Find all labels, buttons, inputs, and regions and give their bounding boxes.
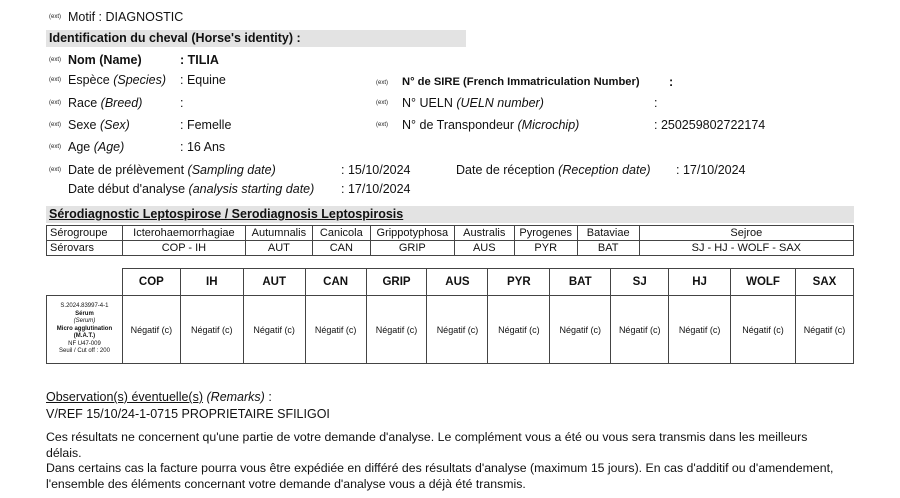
results-header-row (47, 269, 854, 296)
identification-title: Identification du cheval (Horse's identity) : (49, 31, 301, 45)
serovar-cell: AUT (245, 241, 312, 256)
result-value: Négatif (c) (669, 296, 731, 364)
nom-value: : TILIA (180, 53, 219, 67)
serodiagnostic-title: Sérodiagnostic Leptospirose / Serodiagnosis Leptospirosis (49, 207, 404, 221)
results-table (46, 268, 854, 364)
serovar-cell: AUS (454, 241, 514, 256)
sample-method-abbr: (M.A.T.) (73, 333, 96, 340)
results-header: HJ (669, 269, 731, 296)
results-header: COP (122, 269, 180, 296)
serovar-cell: BAT (577, 241, 639, 256)
ext-tag: (ext) (49, 100, 61, 106)
ext-tag: (ext) (49, 14, 61, 20)
ext-tag: (ext) (49, 57, 61, 63)
serovar-cell: COP - IH (122, 241, 245, 256)
serogroup-row (47, 226, 854, 241)
sample-norm: NF U47-009 (68, 340, 101, 347)
espece-label: Espèce (Species) (68, 73, 166, 87)
nom-label: Nom (Name) (68, 53, 142, 67)
results-header: SJ (611, 269, 669, 296)
ext-tag: (ext) (49, 144, 61, 150)
sexe-label: Sexe (Sex) (68, 118, 130, 132)
serogroup-table (46, 225, 854, 256)
results-header: WOLF (731, 269, 796, 296)
serovar-cell: CAN (312, 241, 370, 256)
results-header: PYR (488, 269, 550, 296)
result-value: Négatif (c) (550, 296, 611, 364)
serovar-header: Sérovars (47, 241, 123, 256)
serogroup-cell: Australis (454, 226, 514, 241)
result-value: Négatif (c) (243, 296, 305, 364)
motif: Motif : DIAGNOSTIC (68, 10, 184, 24)
result-value: Négatif (c) (180, 296, 243, 364)
results-header: BAT (550, 269, 611, 296)
result-value: Négatif (c) (731, 296, 796, 364)
observation-paragraph-2: Dans certains cas la facture pourra vous être expédiée en différé des résultats d'analyse (maximum 15 jours). En cas d'additif ou d'amendement, l'ensemble des éléments concernant votre demande d'analyse vous a déjà été transmis. (46, 461, 834, 491)
results-value-row (47, 296, 854, 364)
prelevement-value: : 15/10/2024 (341, 163, 411, 177)
serogroup-cell: Sejroe (639, 226, 853, 241)
race-label: Race (Breed) (68, 96, 143, 110)
sample-type: Sérum (75, 310, 94, 317)
result-value: Négatif (c) (488, 296, 550, 364)
result-value: Négatif (c) (795, 296, 853, 364)
reception-label: Date de réception (Reception date) (456, 163, 651, 177)
results-header: SAX (795, 269, 853, 296)
sample-id: S.2024.83997-4-1 (60, 303, 109, 310)
sample-info-cell (47, 296, 123, 364)
results-header: CAN (305, 269, 366, 296)
sample-method: Micro agglutination (56, 325, 113, 332)
observation-vref: V/REF 15/10/24-1-0715 PROPRIETAIRE SFILIGOI (46, 407, 330, 421)
result-value: Négatif (c) (122, 296, 180, 364)
debut-analyse-value: : 17/10/2024 (341, 182, 411, 196)
prelevement-label: Date de prélèvement (Sampling date) (68, 163, 276, 177)
results-header: IH (180, 269, 243, 296)
sire-value: : (669, 75, 674, 89)
sample-type-en: (Serum) (73, 318, 96, 325)
result-value: Négatif (c) (366, 296, 427, 364)
observation-paragraph-1: Ces résultats ne concernent qu'une partie de votre demande d'analyse. Le complément vous a été ou vous sera transmis dans les meilleurs délais. (46, 430, 808, 460)
sire-label: N° de SIRE (French Immatriculation Number) (402, 76, 640, 88)
serogroup-cell: Bataviae (577, 226, 639, 241)
ueln-label: N° UELN (UELN number) (402, 96, 544, 110)
serovar-row (47, 241, 854, 256)
age-value: : 16 Ans (180, 140, 226, 154)
race-value: : (180, 96, 184, 110)
ext-tag: (ext) (376, 80, 388, 86)
results-corner (47, 269, 123, 296)
reception-value: : 17/10/2024 (676, 163, 746, 177)
espece-value: : Equine (180, 73, 226, 87)
transpondeur-value: : 250259802722174 (654, 118, 766, 132)
debut-analyse-label: Date début d'analyse (analysis starting date) (68, 182, 315, 196)
serogroup-header: Sérogroupe (47, 226, 123, 241)
serovar-cell: SJ - HJ - WOLF - SAX (639, 241, 853, 256)
results-header: AUS (427, 269, 488, 296)
sample-cutoff: Seuil / Cut off : 200 (58, 348, 110, 355)
results-header: AUT (243, 269, 305, 296)
ext-tag: (ext) (376, 122, 388, 128)
serogroup-cell: Pyrogenes (514, 226, 577, 241)
transpondeur-label: N° de Transpondeur (Microchip) (402, 118, 580, 132)
serogroup-cell: Autumnalis (245, 226, 312, 241)
observation-label: Observation(s) éventuelle(s) (Remarks) : (46, 390, 272, 404)
result-value: Négatif (c) (427, 296, 488, 364)
ext-tag: (ext) (49, 167, 61, 173)
serovar-cell: GRIP (370, 241, 454, 256)
result-value: Négatif (c) (305, 296, 366, 364)
ext-tag: (ext) (49, 77, 61, 83)
serogroup-cell: Canicola (312, 226, 370, 241)
ext-tag: (ext) (49, 122, 61, 128)
ext-tag: (ext) (376, 100, 388, 106)
serogroup-cell: Icterohaemorrhagiae (122, 226, 245, 241)
serovar-cell: PYR (514, 241, 577, 256)
results-header: GRIP (366, 269, 427, 296)
ueln-value: : (654, 96, 658, 110)
result-value: Négatif (c) (611, 296, 669, 364)
sexe-value: : Femelle (180, 118, 232, 132)
age-label: Age (Age) (68, 140, 125, 154)
serogroup-cell: Grippotyphosa (370, 226, 454, 241)
